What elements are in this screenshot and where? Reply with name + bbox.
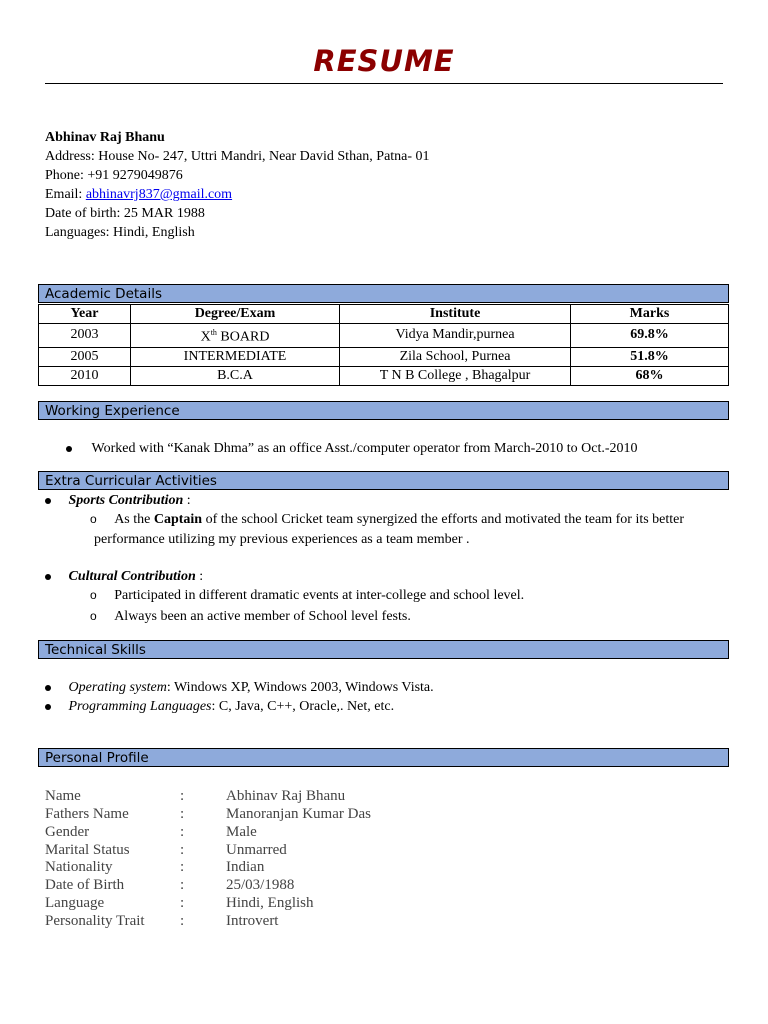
sports-item: [45, 491, 191, 510]
cell-institute: Zila School, Purnea: [340, 347, 571, 366]
tech-os-label: Operating system: [68, 680, 167, 695]
tech-pl-item: [45, 697, 394, 716]
cell-marks: 51.8%: [571, 347, 729, 366]
tech-os-item: [45, 678, 434, 697]
cultural-subitem-1: [90, 586, 524, 605]
profile-value: Manoranjan Kumar Das: [226, 806, 371, 822]
cultural-item: [45, 567, 203, 586]
experience-text: Worked with “Kanak Dhma” as an office Asst./computer operator from March-2010 to Oct.-2010: [91, 441, 638, 456]
cell-year: 2003: [39, 324, 131, 348]
profile-label: Personality Trait: [45, 913, 145, 929]
cell-institute: Vidya Mandir,purnea: [340, 324, 571, 348]
profile-separator: :: [180, 806, 185, 822]
cell-year: 2005: [39, 347, 131, 366]
circle-bullet-icon: o: [90, 588, 97, 602]
profile-value: Male: [226, 824, 257, 840]
profile-label: Name: [45, 788, 81, 804]
contact-address: Address: House No- 247, Uttri Mandri, Near David Sthan, Patna- 01: [45, 149, 430, 164]
contact-email-label: Email:: [45, 187, 86, 202]
contact-languages: Languages: Hindi, English: [45, 225, 195, 240]
profile-separator: :: [180, 895, 185, 911]
cultural-subitem-2: [90, 607, 411, 626]
bullet-icon: [66, 446, 72, 452]
tech-pl-label: Programming Languages: [68, 699, 212, 714]
sports-text-bold: Captain: [153, 512, 203, 527]
profile-value: Indian: [226, 859, 265, 875]
cultural-text-1: Participated in different dramatic events at inter-college and school level.: [114, 588, 525, 603]
section-academic-details: Academic Details: [38, 284, 729, 303]
cell-institute: T N B College , Bhagalpur: [340, 366, 571, 385]
sports-text-line2: performance utilizing my previous experiences as a team member .: [94, 532, 470, 547]
bullet-icon: [45, 685, 51, 691]
profile-separator: :: [180, 824, 185, 840]
profile-separator: :: [180, 877, 185, 893]
academic-table: [38, 304, 729, 386]
profile-label: Gender: [45, 824, 90, 840]
cell-degree: B.C.A: [131, 366, 340, 385]
header-degree: Degree/Exam: [131, 305, 340, 324]
sports-colon: :: [183, 493, 191, 508]
profile-separator: :: [180, 859, 185, 875]
contact-name: Abhinav Raj Bhanu: [45, 130, 165, 145]
contact-dob: Date of birth: 25 MAR 1988: [45, 206, 205, 221]
table-header-row: [39, 305, 729, 324]
profile-value: Hindi, English: [226, 895, 314, 911]
profile-value: Abhinav Raj Bhanu: [226, 788, 346, 804]
cultural-colon: :: [195, 569, 204, 584]
bullet-icon: [45, 704, 51, 710]
section-working-experience: Working Experience: [38, 401, 729, 420]
circle-bullet-icon: o: [90, 512, 97, 526]
tech-pl-value: : C, Java, C++, Oracle,. Net, etc.: [211, 699, 395, 714]
email-link[interactable]: abhinavrj837@gmail.com: [85, 187, 233, 202]
profile-label: Marital Status: [45, 842, 130, 858]
bullet-icon: [45, 574, 51, 580]
sports-label: Sports Contribution: [68, 493, 184, 508]
section-personal-profile: Personal Profile: [38, 748, 729, 767]
cultural-label: Cultural Contribution: [68, 569, 196, 584]
header-institute: Institute: [340, 305, 571, 324]
profile-separator: :: [180, 842, 185, 858]
table-row: [39, 324, 729, 348]
experience-item: [66, 439, 638, 458]
cell-year: 2010: [39, 366, 131, 385]
header-year: Year: [39, 305, 131, 324]
title-divider: [45, 83, 723, 84]
cell-degree: Xth BOARD: [131, 324, 340, 348]
cultural-text-2: Always been an active member of School level fests.: [114, 609, 411, 624]
profile-value: Unmarred: [226, 842, 287, 858]
sports-text-post: of the school Cricket team synergized the efforts and motivated the team for its better: [202, 512, 685, 527]
section-technical-skills: Technical Skills: [38, 640, 729, 659]
cell-degree: INTERMEDIATE: [131, 347, 340, 366]
header-marks: Marks: [571, 305, 729, 324]
contact-phone: Phone: +91 9279049876: [45, 168, 183, 183]
profile-value: Introvert: [226, 913, 279, 929]
tech-os-value: : Windows XP, Windows 2003, Windows Vista.: [166, 680, 434, 695]
profile-label: Date of Birth: [45, 877, 125, 893]
profile-label: Fathers Name: [45, 806, 129, 822]
profile-label: Language: [45, 895, 105, 911]
sports-subitem: [90, 510, 730, 529]
table-row: [39, 347, 729, 366]
page-title: RESUME: [313, 44, 455, 78]
contact-email-row: [45, 185, 232, 204]
bullet-icon: [45, 498, 51, 504]
sports-text-pre: As the: [114, 512, 154, 527]
profile-separator: :: [180, 913, 185, 929]
section-extra-curricular: Extra Curricular Activities: [38, 471, 729, 490]
circle-bullet-icon: o: [90, 609, 97, 623]
profile-label: Nationality: [45, 859, 113, 875]
profile-value: 25/03/1988: [226, 877, 295, 893]
cell-marks: 68%: [571, 366, 729, 385]
cell-marks: 69.8%: [571, 324, 729, 348]
table-row: [39, 366, 729, 385]
profile-separator: :: [180, 788, 185, 804]
